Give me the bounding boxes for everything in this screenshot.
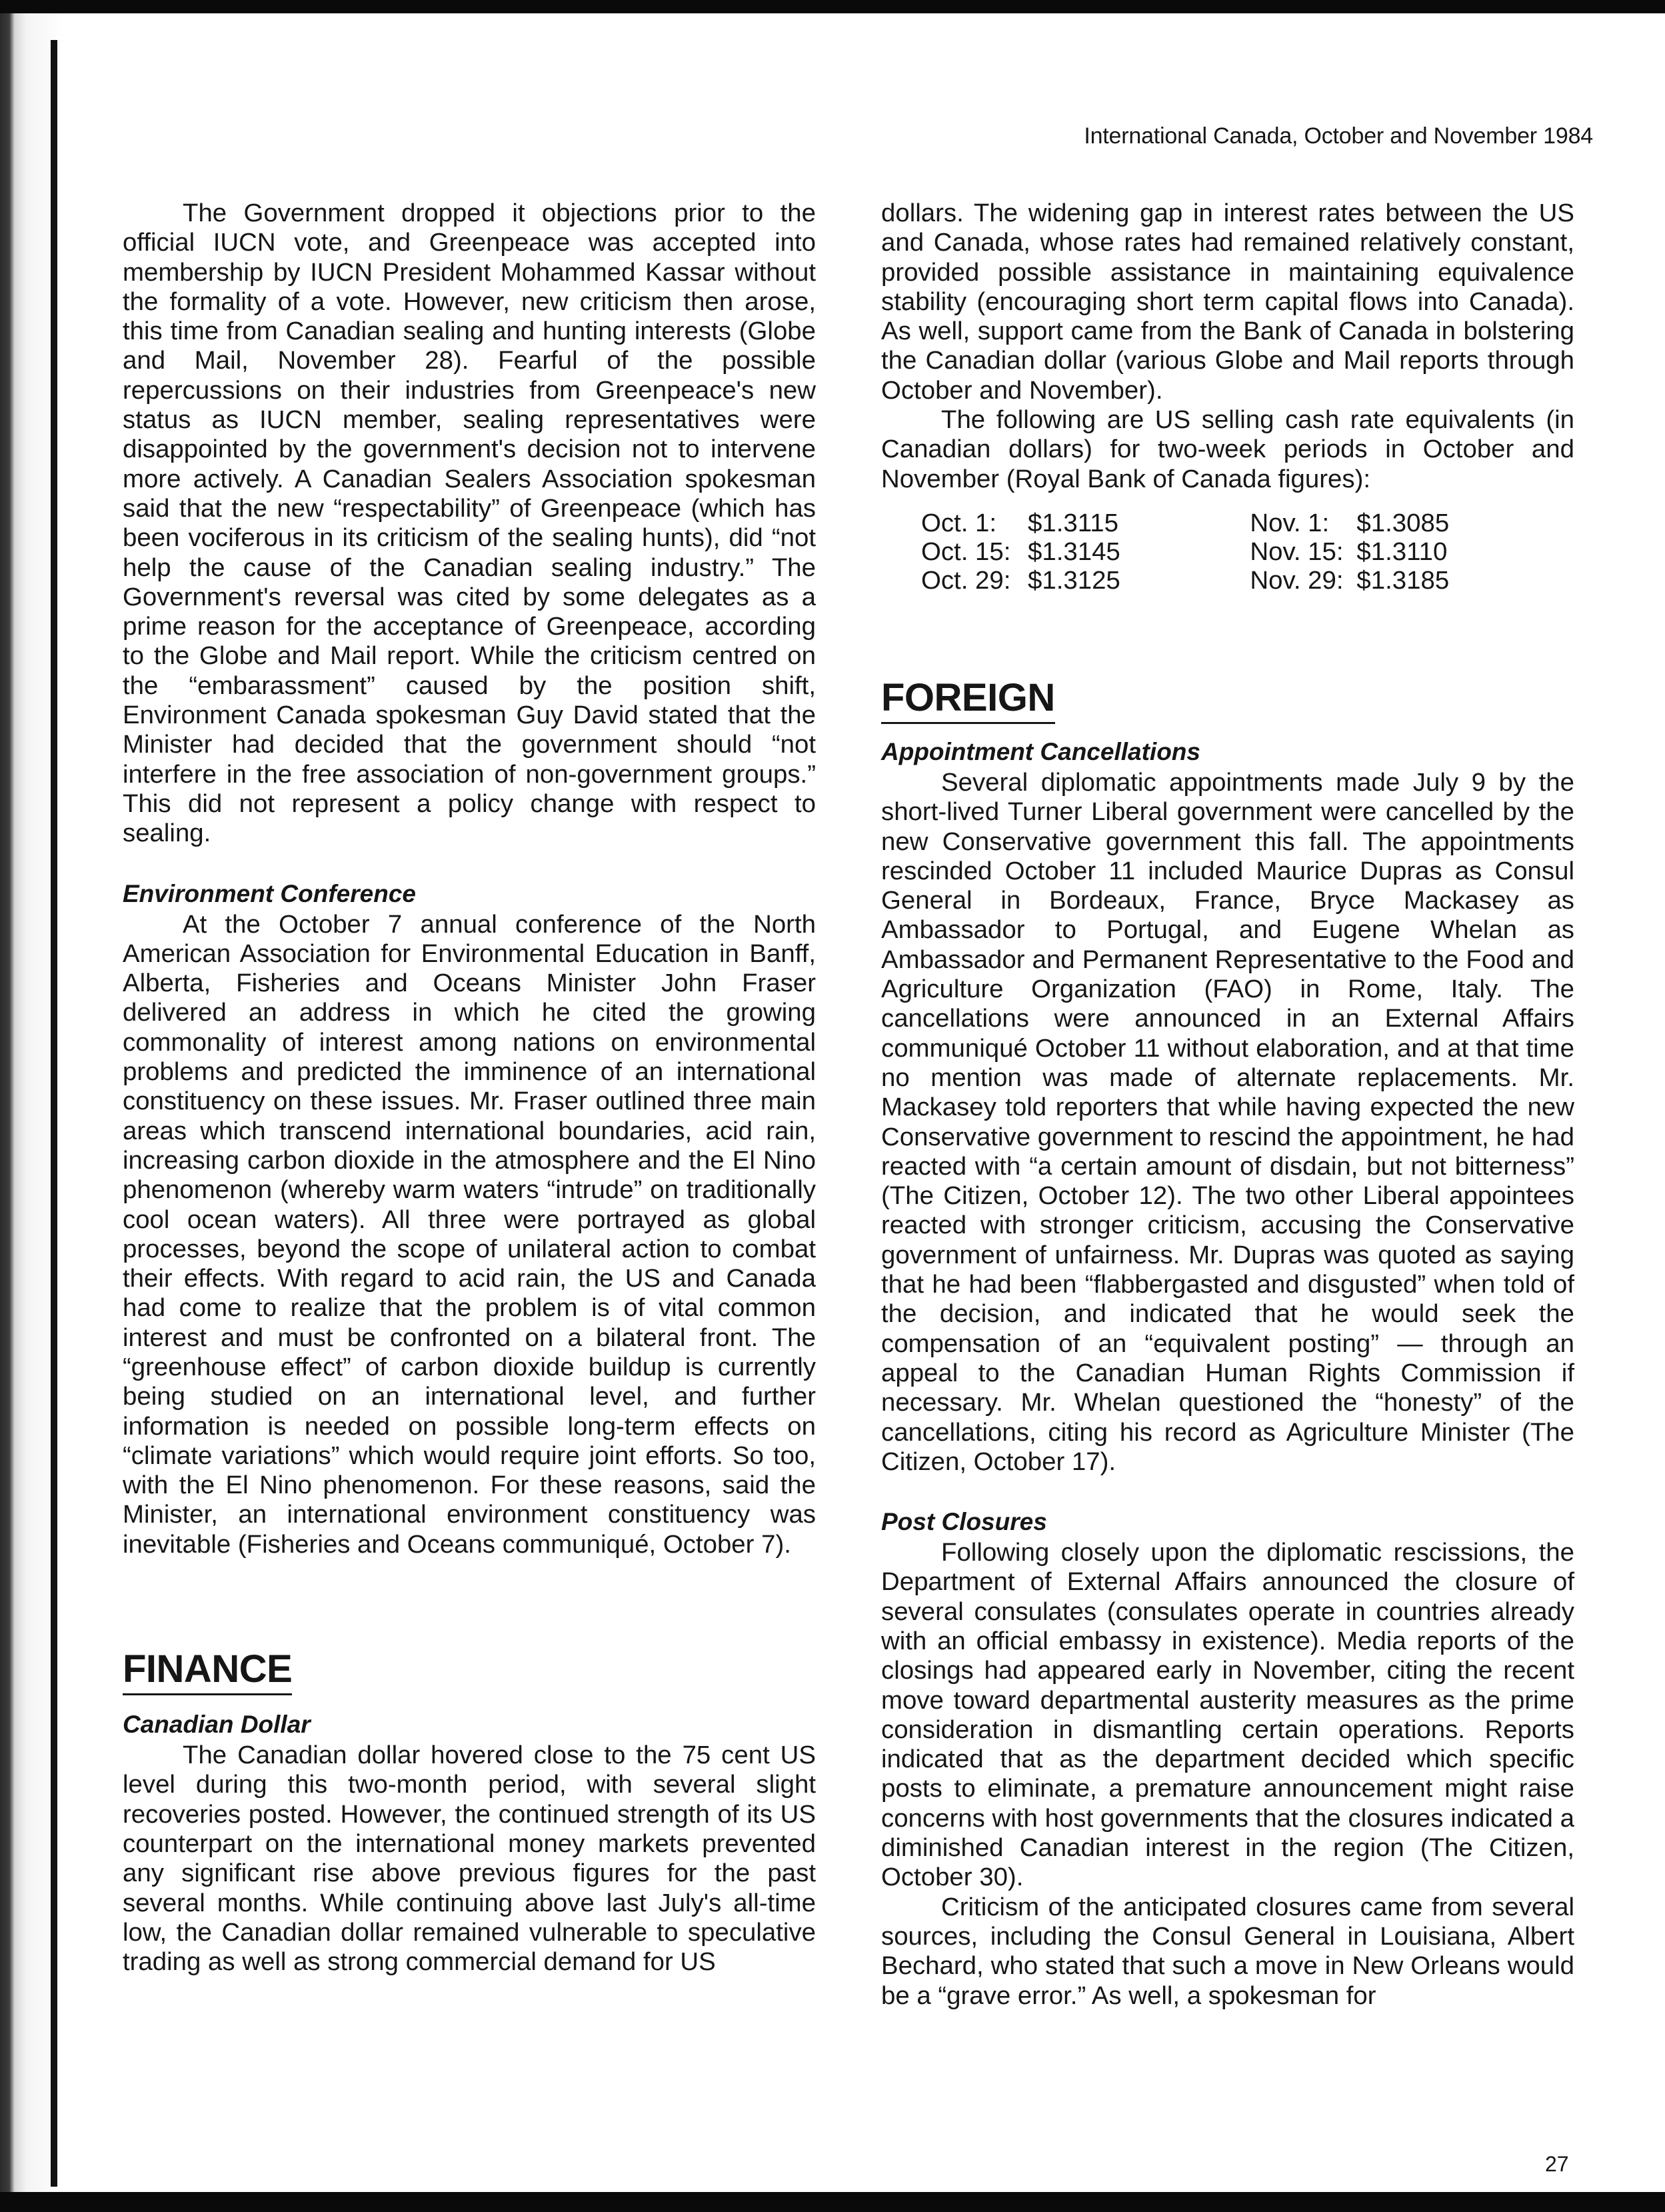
- finance-heading-text: FINANCE: [123, 1647, 292, 1695]
- running-header: International Canada, October and November 1984: [1084, 123, 1593, 149]
- canadian-dollar-paragraph: The Canadian dollar hovered close to the 75 cent US level during this two-month period, with several slight recoveries posted. However, the continued strength of its US counterpart on the international money markets prevented any significant rise above previous figures for the past several months. While continuing above last July's all-time low, the Canadian dollar remained vulnerable to speculative trading as well as strong commercial demand for US: [123, 1741, 816, 1977]
- binding-edge: [51, 40, 57, 2187]
- rate-row: [881, 537, 1574, 566]
- foreign-heading-text: FOREIGN: [881, 676, 1055, 724]
- appointment-cancellations-paragraph: Several diplomatic appointments made July 9 by the short-lived Turner Liberal government were cancelled by the new Conservative government this fall. The appointments rescinded October 11 included Maurice Dupras as Consul General in Bordeaux, France, Bryce Mackasey as Ambassador to Portugal, and Eugene Whelan as Ambassador and Permanent Representative to the Food and Agriculture Organization (FAO) in Rome, Italy. The cancellations were announced in an External Affairs communiqué October 11 without elaboration, and at that time no mention was made of alternate replacements. Mr. Mackasey told reporters that while having expected the new Conservative government to rescind the appointment, he had reacted with “a certain amount of disdain, but not bitterness” (The Citizen, October 12). The two other Liberal appointees reacted with stronger criticism, accusing the Conservative government of unfairness. Mr. Dupras was quoted as saying that he had been “flabbergasted and disgusted” when told of the decision, and indicated that he would seek the compensation of an “equivalent posting” — through an appeal to the Canadian Human Rights Commission if necessary. Mr. Whelan questioned the “honesty” of the cancellations, citing his record as Agriculture Minister (The Citizen, October 17).: [881, 767, 1574, 1476]
- canadian-dollar-continued: dollars. The widening gap in interest rates between the US and Canada, whose rates had remained relatively constant, provided possible assistance in maintaining equivalence stability (encouraging short term capital flows into Canada). As well, support came from the Bank of Canada in bolstering the Canadian dollar (various Globe and Mail reports through October and November).: [881, 199, 1574, 405]
- exchange-rates-table: [881, 509, 1574, 595]
- post-closures-paragraph: Following closely upon the diplomatic rescissions, the Department of External Affairs announced the closure of several consulates (consulates operate in countries already with an official embassy in existence). Media reports of the closings had appeared early in November, citing the recent move toward departmental austerity measures as the prime consideration in dismantling certain operations. Reports indicated that as the department decided which specific posts to eliminate, a premature announcement might raise concerns with host governments that the closures indicated a diminished Canadian interest in the region (The Citizen, October 30).: [881, 1538, 1574, 1892]
- rate-date: Oct. 29:: [921, 565, 1011, 595]
- rate-value: $1.3185: [1356, 565, 1450, 595]
- exchange-rates-intro: The following are US selling cash rate equivalents (in Canadian dollars) for two-week periods in October and November (Royal Bank of Canada figures):: [881, 405, 1574, 493]
- left-column: [123, 199, 816, 1977]
- foreign-section-heading: [881, 675, 1574, 721]
- rate-date: Oct. 15:: [921, 537, 1011, 566]
- rate-row: [881, 566, 1574, 595]
- page-number: 27: [1545, 2152, 1569, 2176]
- appointment-cancellations-heading: Appointment Cancellations: [881, 737, 1200, 765]
- rate-value: $1.3125: [1028, 565, 1120, 595]
- rate-value: $1.3115: [1028, 508, 1118, 537]
- rate-date: Nov. 29:: [1250, 565, 1344, 595]
- rate-date: Oct. 1:: [921, 508, 997, 537]
- right-column: [881, 199, 1574, 2011]
- rate-value: $1.3085: [1356, 508, 1450, 537]
- rate-row: [881, 509, 1574, 537]
- environment-conference-heading: Environment Conference: [123, 879, 416, 907]
- environment-conference-paragraph: At the October 7 annual conference of the North American Association for Environmental Education in Banff, Alberta, Fisheries and Oceans Minister John Fraser delivered an address in which he cited the growing commonality of interest among nations on environmental problems and predicted the imminence of an international constituency on these issues. Mr. Fraser outlined three main areas which transcend international boundaries, acid rain, increasing carbon dioxide in the atmosphere and the El Nino phenomenon (whereby warm waters “intrude” on traditionally cool ocean waters). All three were portrayed as global processes, beyond the scope of unilateral action to combat their effects. With regard to acid rain, the US and Canada had come to realize that the problem is of vital common interest and must be confronted on a bilateral front. The “greenhouse effect” of carbon dioxide buildup is currently being studied on an international level, and further information is needed on possible long-term effects on “climate variations” which would require joint efforts. So too, with the El Nino phenomenon. For these reasons, said the Minister, an international environment constituency was inevitable (Fisheries and Oceans communiqué, October 7).: [123, 909, 816, 1559]
- post-closures-heading: Post Closures: [881, 1508, 1047, 1536]
- scan-border-bottom: [0, 2192, 1665, 2212]
- rate-date: Nov. 1:: [1250, 508, 1330, 537]
- rate-value: $1.3110: [1356, 537, 1448, 566]
- finance-section-heading: [123, 1646, 816, 1693]
- rate-value: $1.3145: [1028, 537, 1120, 566]
- canadian-dollar-heading: Canadian Dollar: [123, 1711, 311, 1739]
- scan-border-top: [0, 0, 1665, 13]
- rate-date: Nov. 15:: [1250, 537, 1344, 566]
- post-closures-paragraph-2: Criticism of the anticipated closures came from several sources, including the Consul General in Louisiana, Albert Bechard, who stated that such a move in New Orleans would be a “grave error.” As well, a spokesman for: [881, 1892, 1574, 2010]
- greenpeace-paragraph: The Government dropped it objections prior to the official IUCN vote, and Greenpeace was accepted into membership by IUCN President Mohammed Kassar without the formality of a vote. However, new criticism then arose, this time from Canadian sealing and hunting interests (Globe and Mail, November 28). Fearful of the possible repercussions on their industries from Greenpeace's new status as IUCN member, sealing representatives were disappointed by the government's decision not to intervene more actively. A Canadian Sealers Association spokesman said that the new “respectability” of Greenpeace (which has been vociferous in its criticism of the sealing hunts), did “not help the cause of the Canadian sealing industry.” The Government's reversal was cited by some delegates as a prime reason for the acceptance of Greenpeace, according to the Globe and Mail report. While the criticism centred on the “embarassment” caused by the position shift, Environment Canada spokesman Guy David stated that the Minister had decided that the government should “not interfere in the free association of non-government groups.” This did not represent a policy change with respect to sealing.: [123, 199, 816, 848]
